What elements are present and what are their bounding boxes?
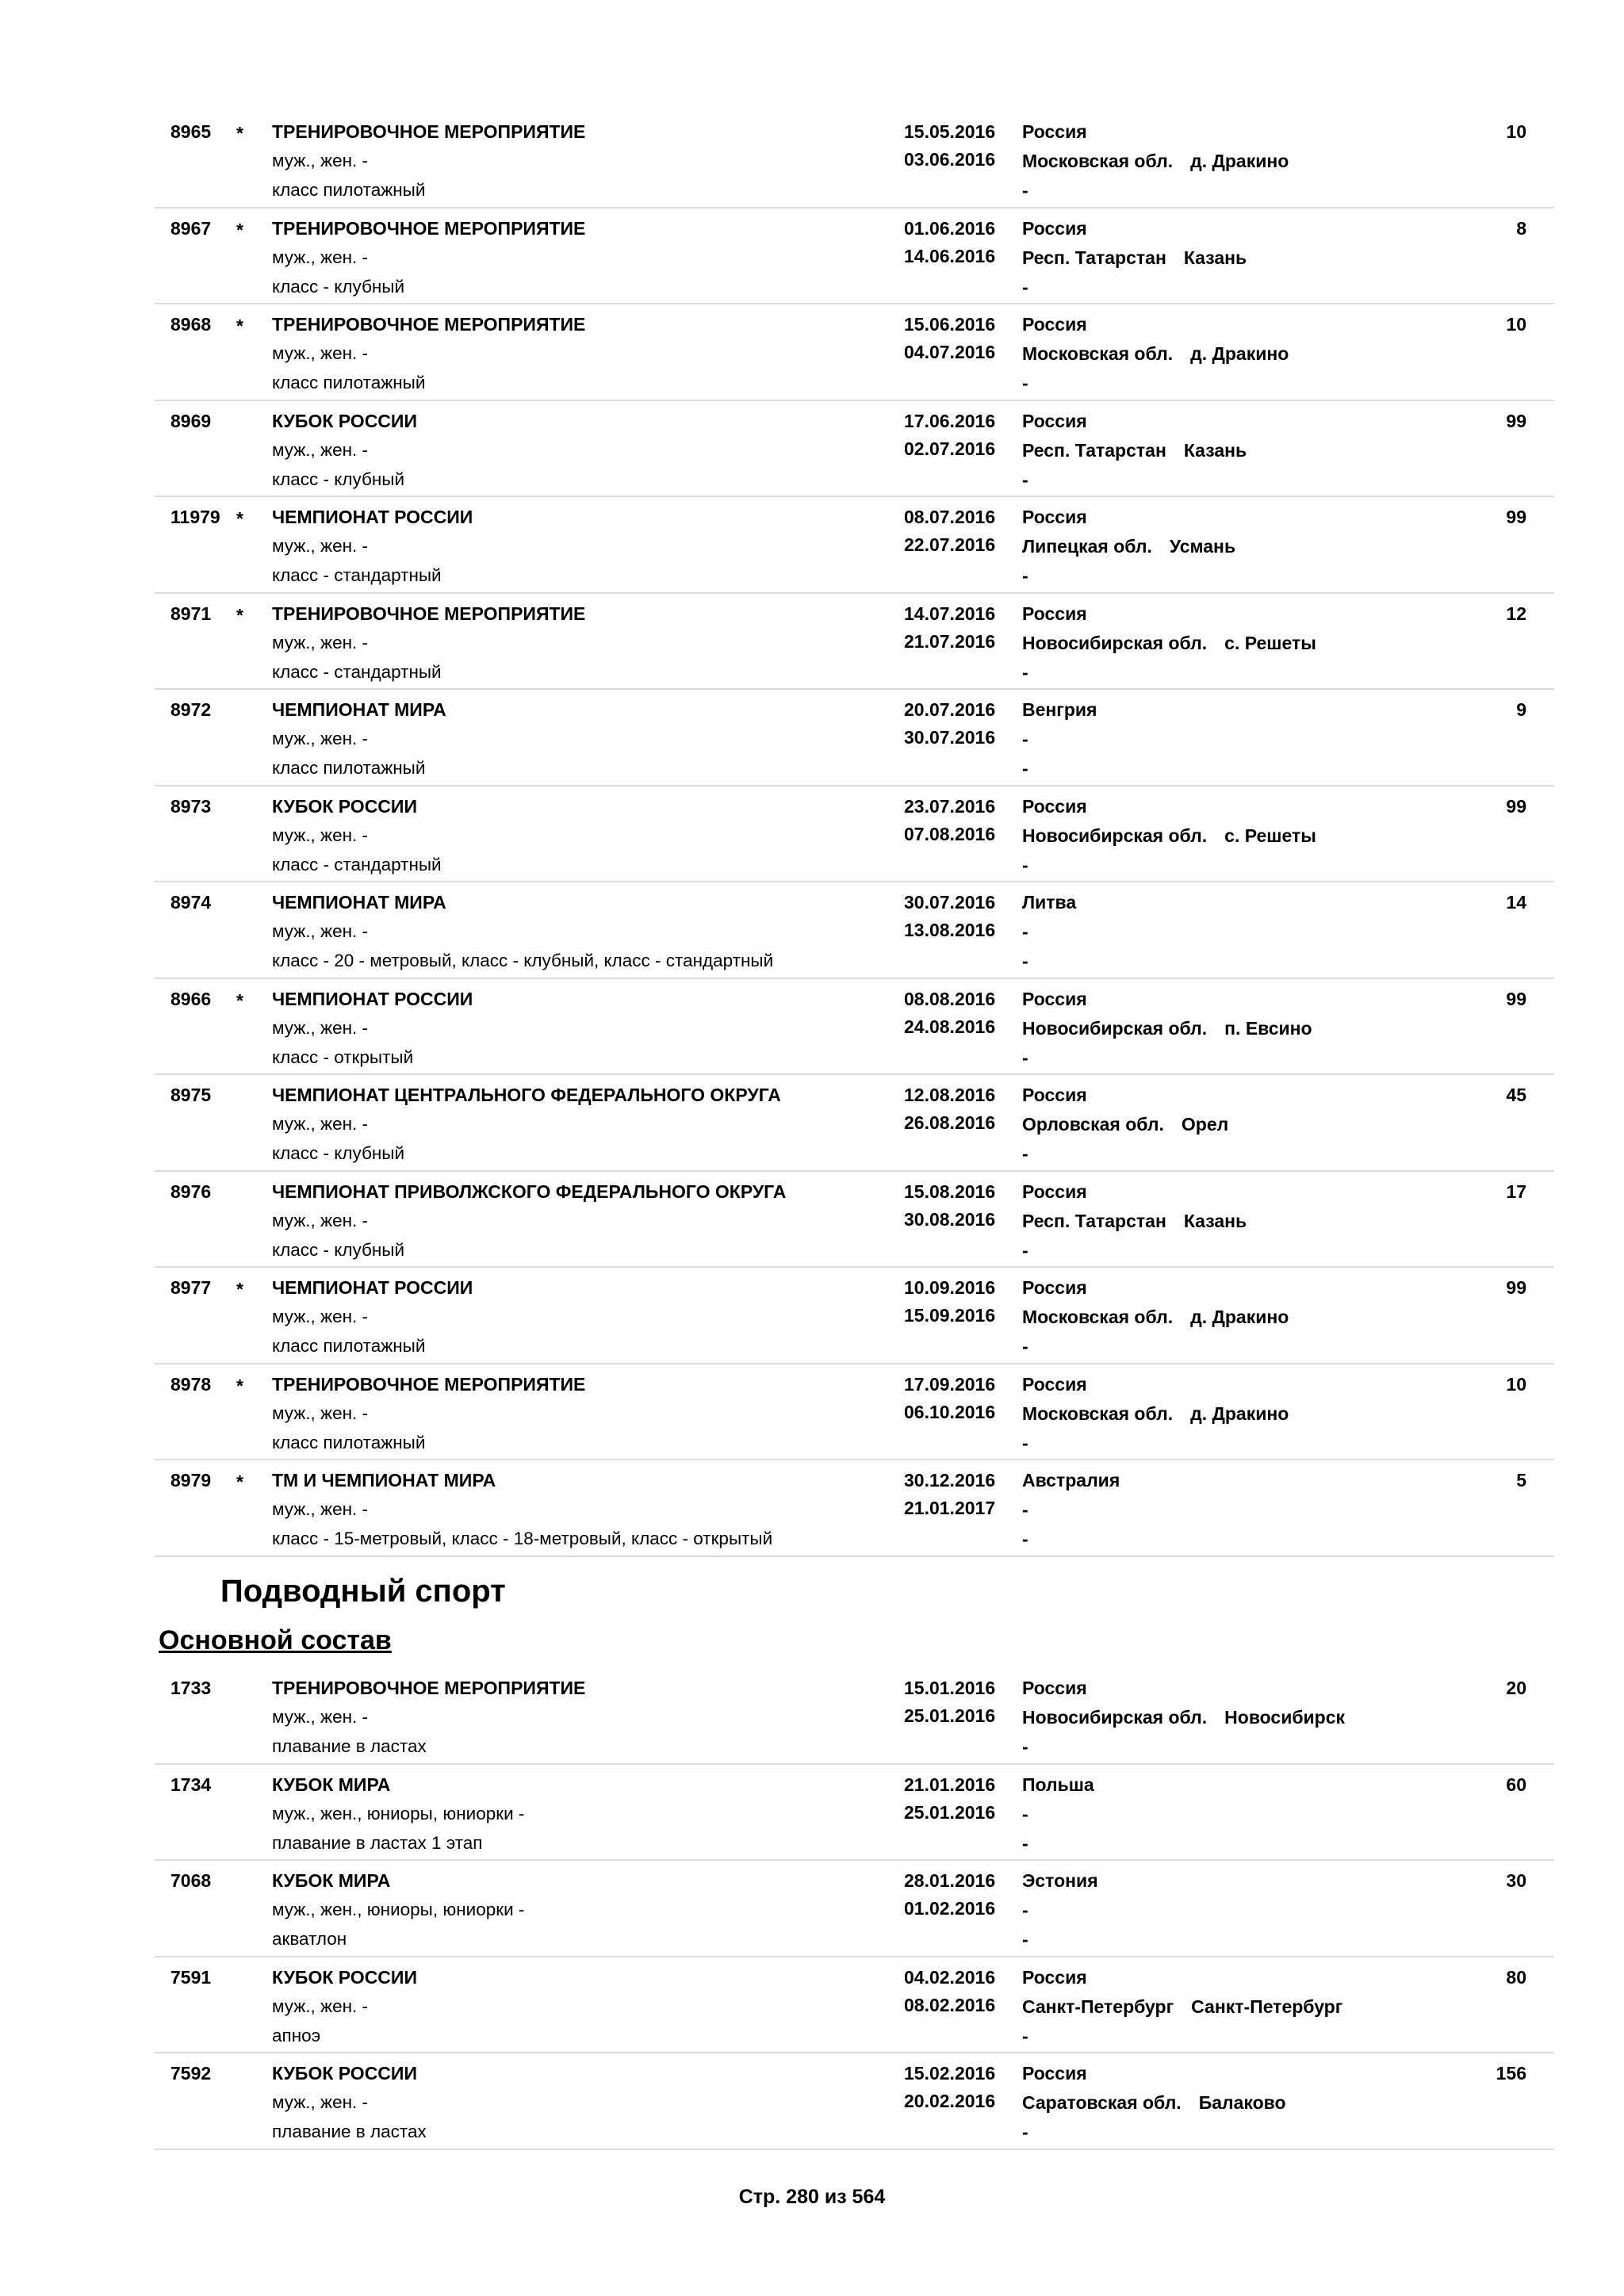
participant-count: 99 — [1506, 988, 1526, 1009]
event-title: КУБОК РОССИИ — [272, 795, 417, 817]
end-date: 25.01.2016 — [904, 1705, 996, 1726]
participant-count: 10 — [1506, 121, 1526, 142]
event-number: 1733 — [170, 1678, 212, 1698]
event-participants: муж., жен. - — [272, 825, 369, 845]
event-class: класс - стандартный — [272, 661, 442, 682]
event-location — [1022, 440, 1247, 461]
event-row — [155, 1172, 1554, 1269]
event-title: ТРЕНИРОВОЧНОЕ МЕРОПРИЯТИЕ — [272, 1373, 586, 1395]
location-dash: - — [1022, 1529, 1028, 1549]
event-region: Московская обл. — [1022, 343, 1174, 364]
event-participants: муж., жен. - — [272, 151, 369, 170]
location-dash: - — [1022, 1336, 1028, 1357]
event-city: Новосибирск — [1224, 1707, 1346, 1728]
event-title: ТРЕНИРОВОЧНОЕ МЕРОПРИЯТИЕ — [272, 314, 586, 335]
event-row — [155, 304, 1554, 401]
event-region: Респ. Татарстан — [1022, 439, 1166, 461]
star-marker: * — [236, 508, 243, 529]
event-participants: муж., жен., юниоры, юниорки - — [272, 1900, 525, 1919]
start-date: 15.01.2016 — [904, 1678, 996, 1698]
event-participants: муж., жен. - — [272, 247, 369, 267]
event-country: Россия — [1022, 217, 1087, 239]
participant-count: 30 — [1506, 1870, 1526, 1891]
location-dash: - — [1022, 854, 1028, 875]
event-location — [1022, 1307, 1289, 1328]
event-class: класс - клубный — [272, 1143, 405, 1163]
end-date: 13.08.2016 — [904, 920, 996, 940]
participant-count: 99 — [1506, 410, 1526, 431]
end-date: 15.09.2016 — [904, 1305, 996, 1326]
event-country: Россия — [1022, 507, 1087, 527]
end-date: 25.01.2016 — [904, 1801, 996, 1823]
event-region: Новосибирская обл. — [1022, 1017, 1208, 1039]
event-number: 11979 — [170, 507, 220, 527]
events-list-b — [155, 1668, 1554, 2150]
event-number: 8971 — [170, 603, 212, 624]
event-country: Россия — [1022, 121, 1087, 142]
events-list-a — [155, 112, 1554, 1557]
star-marker: * — [236, 316, 243, 336]
event-region: Новосибирская обл. — [1022, 825, 1208, 846]
event-class: класс - клубный — [272, 469, 405, 489]
event-location — [1022, 921, 1046, 943]
event-participants: муж., жен. - — [272, 1307, 369, 1326]
event-region: Московская обл. — [1022, 1307, 1174, 1327]
event-country: Россия — [1022, 1966, 1087, 1988]
event-location — [1022, 729, 1046, 750]
event-title: КУБОК РОССИИ — [272, 2063, 417, 2084]
event-location — [1022, 247, 1247, 269]
event-row — [155, 1268, 1554, 1364]
event-class: плавание в ластах — [272, 1736, 427, 1756]
event-title: КУБОК МИРА — [272, 1774, 391, 1795]
start-date: 04.02.2016 — [904, 1966, 996, 1988]
event-row — [155, 1861, 1554, 1957]
start-date: 15.05.2016 — [904, 121, 996, 142]
end-date: 24.08.2016 — [904, 1016, 996, 1037]
event-participants: муж., жен. - — [272, 1996, 369, 2016]
event-city: д. Дракино — [1190, 151, 1289, 171]
location-dash: - — [1022, 1143, 1028, 1164]
star-marker: * — [236, 1279, 243, 1299]
location-dash: - — [1022, 373, 1028, 393]
event-class: плавание в ластах 1 этап — [272, 1832, 483, 1853]
event-country: Россия — [1022, 1373, 1087, 1395]
event-participants: муж., жен. - — [272, 1707, 369, 1727]
end-date: 02.07.2016 — [904, 438, 996, 459]
event-row — [155, 979, 1554, 1076]
event-participants: муж., жен. - — [272, 439, 369, 460]
event-number: 8965 — [170, 121, 212, 142]
event-location — [1022, 1900, 1046, 1921]
event-region: Респ. Татарстан — [1022, 1210, 1166, 1231]
event-number: 8966 — [170, 988, 212, 1009]
section-title: Подводный спорт — [220, 1574, 506, 1609]
event-title: ТРЕНИРОВОЧНОЕ МЕРОПРИЯТИЕ — [272, 603, 586, 624]
location-dash: - — [1022, 180, 1028, 201]
event-participants: муж., жен. - — [272, 1402, 369, 1423]
event-title: ЧЕМПИОНАТ РОССИИ — [272, 1277, 473, 1298]
event-location — [1022, 1114, 1228, 1135]
participant-count: 20 — [1506, 1678, 1526, 1698]
location-dash: - — [1022, 565, 1028, 586]
event-region: Санкт-Петербург — [1022, 1996, 1174, 2017]
event-title: КУБОК РОССИИ — [272, 410, 417, 431]
event-class: класс пилотажный — [272, 180, 426, 200]
event-location — [1022, 2092, 1286, 2114]
event-class: класс - 15-метровый, класс - 18-метровый, класс - открытый — [272, 1529, 773, 1548]
event-participants: муж., жен., юниоры, юниорки - — [272, 1803, 525, 1823]
start-date: 14.07.2016 — [904, 603, 996, 624]
event-participants: муж., жен. - — [272, 1114, 369, 1134]
event-class: акватлон — [272, 1929, 347, 1949]
event-location — [1022, 1499, 1046, 1521]
event-region: Новосибирская обл. — [1022, 632, 1208, 653]
event-country: Россия — [1022, 603, 1087, 624]
event-city: Казань — [1183, 247, 1247, 268]
event-number: 7592 — [170, 2063, 212, 2084]
event-participants: муж., жен. - — [272, 1499, 369, 1519]
event-city: д. Дракино — [1190, 1402, 1289, 1424]
participant-count: 99 — [1506, 507, 1526, 527]
start-date: 23.07.2016 — [904, 795, 996, 817]
end-date: 21.01.2017 — [904, 1498, 996, 1518]
event-country: Эстония — [1022, 1870, 1098, 1891]
event-location — [1022, 1403, 1289, 1425]
event-location — [1022, 1804, 1046, 1825]
end-date: 30.07.2016 — [904, 727, 996, 748]
end-date: 04.07.2016 — [904, 342, 996, 362]
event-city: Санкт-Петербург — [1191, 1996, 1343, 2017]
participant-count: 10 — [1506, 1373, 1526, 1395]
event-city: п. Евсино — [1224, 1017, 1312, 1039]
participant-count: 45 — [1506, 1085, 1526, 1105]
event-title: КУБОК МИРА — [272, 1870, 391, 1891]
event-class: класс - стандартный — [272, 854, 442, 874]
event-country: Россия — [1022, 2063, 1087, 2084]
event-region: Орловская обл. — [1022, 1114, 1164, 1135]
page-footer: Стр. 280 из 564 — [738, 2186, 886, 2208]
event-location — [1022, 1018, 1312, 1039]
end-date: 03.06.2016 — [904, 149, 996, 170]
event-participants: муж., жен. - — [272, 1017, 369, 1038]
start-date: 10.09.2016 — [904, 1277, 996, 1298]
start-date: 01.06.2016 — [904, 217, 996, 239]
start-date: 12.08.2016 — [904, 1085, 996, 1105]
participant-count: 5 — [1516, 1470, 1526, 1490]
event-title: ЧЕМПИОНАТ МИРА — [272, 699, 446, 720]
end-date: 08.02.2016 — [904, 1994, 996, 2015]
event-participants: муж., жен. - — [272, 343, 369, 363]
end-date: 20.02.2016 — [904, 2091, 996, 2111]
event-number: 8968 — [170, 314, 212, 335]
event-number: 1734 — [170, 1774, 212, 1795]
location-dash: - — [1022, 276, 1028, 297]
location-dash: - — [1022, 1832, 1028, 1854]
event-participants: муж., жен. - — [272, 921, 369, 941]
end-date: 26.08.2016 — [904, 1112, 996, 1133]
event-participants: муж., жен. - — [272, 2092, 369, 2112]
event-country: Россия — [1022, 795, 1087, 817]
event-row — [155, 1668, 1554, 1765]
event-participants: муж., жен. - — [272, 1210, 369, 1230]
star-marker: * — [236, 604, 243, 626]
event-class: класс пилотажный — [272, 1432, 426, 1452]
event-row — [155, 1765, 1554, 1862]
participant-count: 156 — [1496, 2063, 1526, 2084]
event-region: - — [1022, 921, 1028, 942]
start-date: 15.06.2016 — [904, 314, 996, 335]
event-country: Россия — [1022, 314, 1087, 335]
participant-count: 60 — [1506, 1774, 1526, 1795]
location-dash: - — [1022, 1929, 1028, 1950]
start-date: 30.07.2016 — [904, 892, 996, 913]
event-row — [155, 209, 1554, 305]
event-city: с. Решеты — [1224, 632, 1316, 653]
event-row — [155, 1364, 1554, 1461]
event-city: Усмань — [1169, 536, 1236, 557]
event-title: ТРЕНИРОВОЧНОЕ МЕРОПРИЯТИЕ — [272, 121, 586, 142]
location-dash: - — [1022, 1432, 1028, 1453]
end-date: 01.02.2016 — [904, 1898, 996, 1919]
event-country: Австралия — [1022, 1470, 1120, 1490]
event-number: 8972 — [170, 699, 212, 720]
event-title: ЧЕМПИОНАТ РОССИИ — [272, 988, 473, 1009]
start-date: 17.09.2016 — [904, 1373, 996, 1395]
event-row — [155, 1075, 1554, 1172]
participant-count: 14 — [1506, 892, 1526, 913]
participant-count: 10 — [1506, 314, 1526, 335]
event-city: Орел — [1181, 1114, 1229, 1135]
start-date: 17.06.2016 — [904, 410, 996, 431]
location-dash: - — [1022, 469, 1028, 490]
event-number: 8976 — [170, 1181, 212, 1202]
location-dash: - — [1022, 1239, 1028, 1261]
event-city: д. Дракино — [1190, 1307, 1289, 1327]
event-row — [155, 882, 1554, 979]
end-date: 07.08.2016 — [904, 823, 996, 844]
subsection-title: Основной состав — [159, 1625, 392, 1655]
event-number: 8977 — [170, 1277, 212, 1298]
event-city: Казань — [1183, 1210, 1247, 1231]
event-row — [155, 594, 1554, 691]
star-marker: * — [236, 1471, 243, 1492]
event-region: Липецкая обл. — [1022, 536, 1152, 557]
star-marker: * — [236, 989, 243, 1011]
event-row — [155, 401, 1554, 498]
event-region: - — [1022, 1499, 1028, 1520]
event-title: ЧЕМПИОНАТ ПРИВОЛЖСКОГО ФЕДЕРАЛЬНОГО ОКРУГА — [272, 1181, 787, 1202]
event-row — [155, 1957, 1554, 2054]
event-class: класс пилотажный — [272, 1336, 426, 1356]
start-date: 15.02.2016 — [904, 2063, 996, 2084]
event-country: Россия — [1022, 1277, 1087, 1298]
participant-count: 99 — [1506, 1277, 1526, 1298]
location-dash: - — [1022, 2025, 1028, 2046]
event-location — [1022, 536, 1235, 557]
event-country: Россия — [1022, 1678, 1087, 1698]
event-row — [155, 690, 1554, 786]
event-country: Польша — [1022, 1774, 1094, 1795]
end-date: 14.06.2016 — [904, 245, 996, 266]
event-location — [1022, 1211, 1247, 1232]
event-location — [1022, 151, 1289, 172]
event-title: ЧЕМПИОНАТ ЦЕНТРАЛЬНОГО ФЕДЕРАЛЬНОГО ОКРУГА — [272, 1085, 781, 1105]
event-number: 8979 — [170, 1470, 212, 1490]
event-number: 7591 — [170, 1966, 212, 1988]
event-class: плавание в ластах — [272, 2122, 427, 2141]
event-number: 8973 — [170, 795, 212, 817]
location-dash: - — [1022, 758, 1028, 779]
end-date: 30.08.2016 — [904, 1208, 996, 1230]
event-title: ЧЕМПИОНАТ МИРА — [272, 892, 446, 913]
event-city: Балаково — [1198, 2092, 1286, 2113]
participant-count: 8 — [1516, 217, 1526, 239]
event-class: класс - открытый — [272, 1047, 414, 1067]
event-country: Россия — [1022, 1085, 1087, 1105]
start-date: 30.12.2016 — [904, 1470, 996, 1490]
event-row — [155, 786, 1554, 883]
event-class: класс пилотажный — [272, 373, 426, 392]
event-region: - — [1022, 1803, 1028, 1824]
event-class: класс - стандартный — [272, 565, 442, 585]
event-region: Саратовская обл. — [1022, 2092, 1182, 2113]
event-number: 8969 — [170, 410, 212, 431]
event-city: с. Решеты — [1224, 825, 1316, 846]
star-marker: * — [236, 123, 243, 144]
event-country: Россия — [1022, 410, 1087, 431]
event-row — [155, 112, 1554, 209]
event-region: Московская обл. — [1022, 1402, 1174, 1424]
star-marker: * — [236, 219, 243, 240]
end-date: 21.07.2016 — [904, 630, 996, 652]
participant-count: 9 — [1516, 699, 1526, 720]
event-title: ТРЕНИРОВОЧНОЕ МЕРОПРИЯТИЕ — [272, 217, 586, 239]
event-country: Литва — [1022, 892, 1077, 913]
start-date: 20.07.2016 — [904, 699, 996, 720]
event-class: класс - клубный — [272, 276, 405, 297]
end-date: 06.10.2016 — [904, 1401, 996, 1422]
event-row — [155, 1460, 1554, 1557]
event-row — [155, 2053, 1554, 2150]
event-class: класс - клубный — [272, 1239, 405, 1260]
event-country: Россия — [1022, 988, 1087, 1009]
participant-count: 12 — [1506, 603, 1526, 624]
event-number: 8975 — [170, 1085, 212, 1105]
participant-count: 80 — [1506, 1966, 1526, 1988]
participant-count: 99 — [1506, 795, 1526, 817]
event-participants: муж., жен. - — [272, 632, 369, 652]
event-participants: муж., жен. - — [272, 729, 369, 748]
location-dash: - — [1022, 661, 1028, 683]
location-dash: - — [1022, 2122, 1028, 2142]
event-title: ТМ И ЧЕМПИОНАТ МИРА — [272, 1470, 496, 1490]
event-region: Респ. Татарстан — [1022, 247, 1166, 268]
event-region: - — [1022, 729, 1028, 749]
event-number: 8967 — [170, 217, 212, 239]
location-dash: - — [1022, 1736, 1028, 1757]
participant-count: 17 — [1506, 1181, 1526, 1202]
event-country: Россия — [1022, 1181, 1087, 1202]
location-dash: - — [1022, 1047, 1028, 1068]
event-region: Новосибирская обл. — [1022, 1707, 1208, 1728]
event-number: 8974 — [170, 892, 212, 913]
event-number: 8978 — [170, 1373, 212, 1395]
event-number: 7068 — [170, 1870, 212, 1891]
location-dash: - — [1022, 951, 1028, 971]
event-location — [1022, 633, 1316, 654]
event-class: апноэ — [272, 2025, 321, 2045]
event-city: д. Дракино — [1190, 343, 1289, 364]
event-location — [1022, 1707, 1345, 1728]
start-date: 08.07.2016 — [904, 507, 996, 527]
event-class: класс - 20 - метровый, класс - клубный, класс - стандартный — [272, 951, 774, 970]
star-marker: * — [236, 1375, 243, 1396]
event-participants: муж., жен. - — [272, 536, 369, 556]
event-country: Венгрия — [1022, 699, 1097, 720]
event-title: КУБОК РОССИИ — [272, 1966, 417, 1988]
start-date: 21.01.2016 — [904, 1774, 996, 1795]
event-city: Казань — [1183, 439, 1247, 461]
event-location — [1022, 1996, 1342, 2018]
event-class: класс пилотажный — [272, 758, 426, 778]
event-title: ТРЕНИРОВОЧНОЕ МЕРОПРИЯТИЕ — [272, 1678, 586, 1698]
start-date: 28.01.2016 — [904, 1870, 996, 1891]
event-title: ЧЕМПИОНАТ РОССИИ — [272, 507, 473, 527]
start-date: 08.08.2016 — [904, 988, 996, 1009]
event-location — [1022, 343, 1289, 365]
event-location — [1022, 825, 1316, 847]
event-region: - — [1022, 1900, 1028, 1920]
start-date: 15.08.2016 — [904, 1181, 996, 1202]
end-date: 22.07.2016 — [904, 534, 996, 555]
event-region: Московская обл. — [1022, 151, 1174, 171]
event-row — [155, 497, 1554, 594]
